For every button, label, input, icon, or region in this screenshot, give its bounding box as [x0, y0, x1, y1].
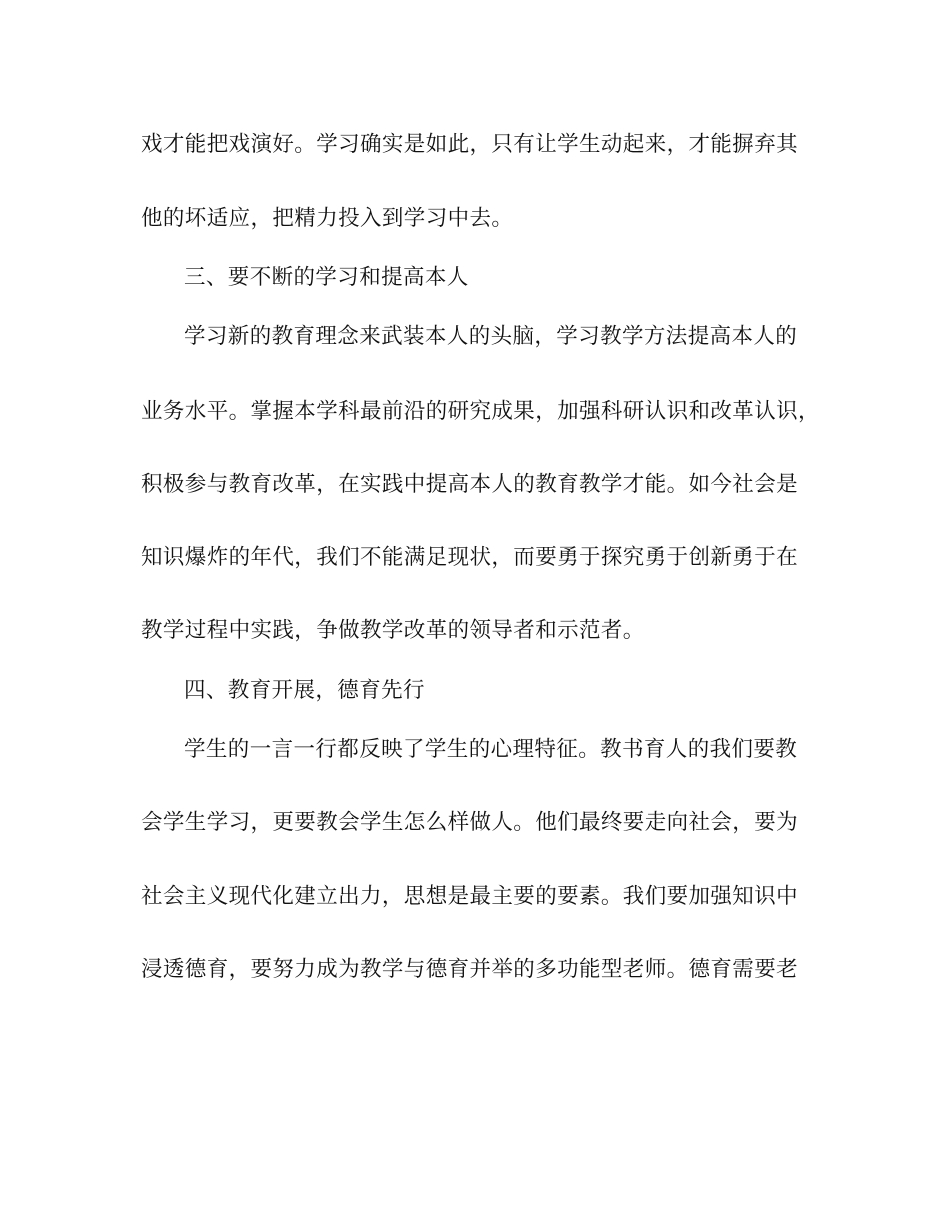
section-heading: 三、要不断的学习和提高本人: [184, 265, 469, 290]
body-text-line: 教学过程中实践，争做教学改革的领导者和示范者。: [141, 618, 645, 643]
paragraph-first-line: 学习新的教育理念来武装本人的头脑，学习教学方法提高本人的: [184, 324, 798, 349]
body-text-line: 浸透德育，要努力成为教学与德育并举的多功能型老师。德育需要老: [141, 957, 799, 982]
body-text-line: 业务水平。掌握本学科最前沿的研究成果，加强科研认识和改革认识，: [141, 399, 820, 424]
body-text-line: 戏才能把戏演好。学习确实是如此，只有让学生动起来，才能摒弃其: [141, 132, 799, 157]
body-text-line: 知识爆炸的年代，我们不能满足现状，而要勇于探究勇于创新勇于在: [141, 545, 799, 570]
body-text-line: 社会主义现代化建立出力，思想是最主要的要素。我们要加强知识中: [141, 884, 799, 909]
section-heading: 四、教育开展，德育先行: [184, 678, 425, 703]
body-text-line: 积极参与教育改革，在实践中提高本人的教育教学才能。如今社会是: [141, 472, 799, 497]
body-text-line: 他的坏适应，把精力投入到学习中去。: [141, 206, 514, 231]
body-text-line: 会学生学习，更要教会学生怎么样做人。他们最终要走向社会，要为: [141, 810, 799, 835]
paragraph-first-line: 学生的一言一行都反映了学生的心理特征。教书育人的我们要教: [184, 737, 798, 762]
